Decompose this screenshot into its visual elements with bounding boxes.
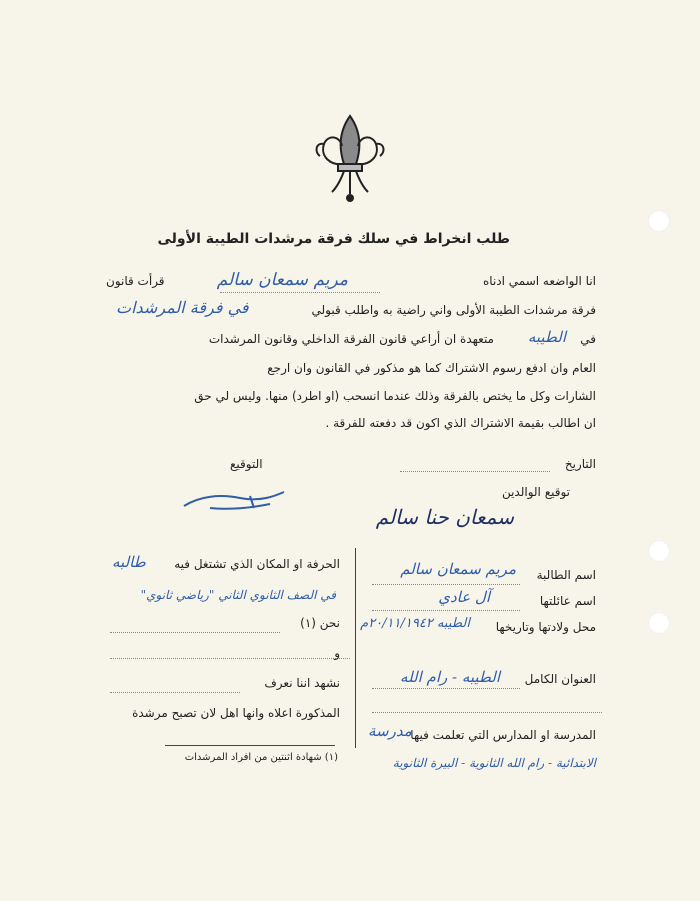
- testify-line[interactable]: [110, 692, 240, 693]
- student-name-label: اسم الطالبة: [536, 568, 596, 582]
- para-line-3-fi: في: [580, 332, 596, 346]
- town-handwritten[interactable]: الطيبه: [527, 328, 566, 346]
- mentioned-label: المذكورة اعلاه وانها اهل لان تصبح مرشدة: [132, 706, 340, 720]
- and-label: و: [334, 646, 340, 660]
- punch-hole: [648, 210, 670, 232]
- parents-signature-handwritten[interactable]: سمعان حنا سالم: [375, 505, 514, 529]
- para-line-5: الشارات وكل ما يختص بالفرقة وذلك عندما انسحب (او اطرد) منها. وليس لي حق: [194, 389, 596, 403]
- birth-label: محل ولادتها وتاريخها: [495, 620, 596, 634]
- family-name-handwritten[interactable]: آل عادي: [438, 588, 490, 606]
- date-label: التاريخ: [564, 457, 596, 471]
- column-divider: [355, 548, 356, 748]
- schools-handwritten-2[interactable]: الابتدائية - رام الله الثانوية - البيرة الثانوية: [392, 756, 596, 770]
- we-line[interactable]: [110, 632, 280, 633]
- address-label: العنوان الكامل: [524, 672, 596, 686]
- date-line[interactable]: [400, 471, 550, 472]
- address-line-2: [372, 712, 602, 713]
- schools-handwritten-1[interactable]: مدرسة: [368, 722, 412, 740]
- signature-label: التوقيع: [230, 457, 263, 471]
- parents-signature-label: توقيع الوالدين: [501, 485, 570, 499]
- footnote: (١) شهادة اثنتين من افراد المرشدات: [184, 752, 338, 763]
- fleur-de-lis-icon: [310, 112, 390, 204]
- family-name-line: [372, 610, 520, 611]
- footnote-rule: [165, 745, 335, 746]
- name-handwritten[interactable]: مريم سمعان سالم: [216, 270, 348, 290]
- punch-hole: [648, 612, 670, 634]
- read-law-text: قرأت قانون: [106, 274, 165, 288]
- name-line: [220, 292, 380, 293]
- para-line-3: متعهدة ان أراعي قانون الفرقة الداخلي وقانون المرشدات: [208, 332, 494, 346]
- para-line-2: فرقة مرشدات الطيبة الأولى واني راضية به واطلب قبولي: [311, 303, 596, 317]
- applicant-signature-icon[interactable]: [180, 486, 290, 516]
- schools-label: المدرسة او المدارس التي تعلمت فيها: [410, 728, 596, 742]
- testify-label: نشهد اننا نعرف: [264, 676, 340, 690]
- address-line: [372, 688, 520, 689]
- para-line-4: العام وان ادفع رسوم الاشتراك كما هو مذكور في القانون وان ارجع: [267, 361, 596, 375]
- occupation-handwritten-2[interactable]: في الصف الثانوي الثاني "رياضي ثانوي": [140, 588, 336, 602]
- family-name-label: اسم عائلتها: [539, 594, 596, 608]
- we-label: نحن (١): [300, 616, 340, 630]
- occupation-handwritten-1[interactable]: طالبه: [112, 553, 146, 571]
- student-name-line: [372, 584, 520, 585]
- birth-handwritten[interactable]: الطيبه ٢٠/١١/١٩٤٢م: [360, 616, 470, 631]
- form-title: طلب انخراط في سلك فرقة مرشدات الطيبة الأولى: [157, 231, 510, 247]
- para-line-6: ان اطالب بقيمة الاشتراك الذي اكون قد دفعته للفرقة .: [325, 416, 596, 430]
- group-handwritten[interactable]: في فرقة المرشدات: [116, 298, 249, 317]
- address-handwritten[interactable]: الطيبه - رام الله: [400, 668, 500, 686]
- student-name-handwritten[interactable]: مريم سمعان سالم: [400, 560, 516, 578]
- we-line-2[interactable]: [110, 658, 350, 659]
- occupation-label: الحرفة او المكان الذي تشتغل فيه: [174, 557, 340, 571]
- punch-hole: [648, 540, 670, 562]
- intro-text: انا الواضعه اسمي ادناه: [483, 274, 596, 288]
